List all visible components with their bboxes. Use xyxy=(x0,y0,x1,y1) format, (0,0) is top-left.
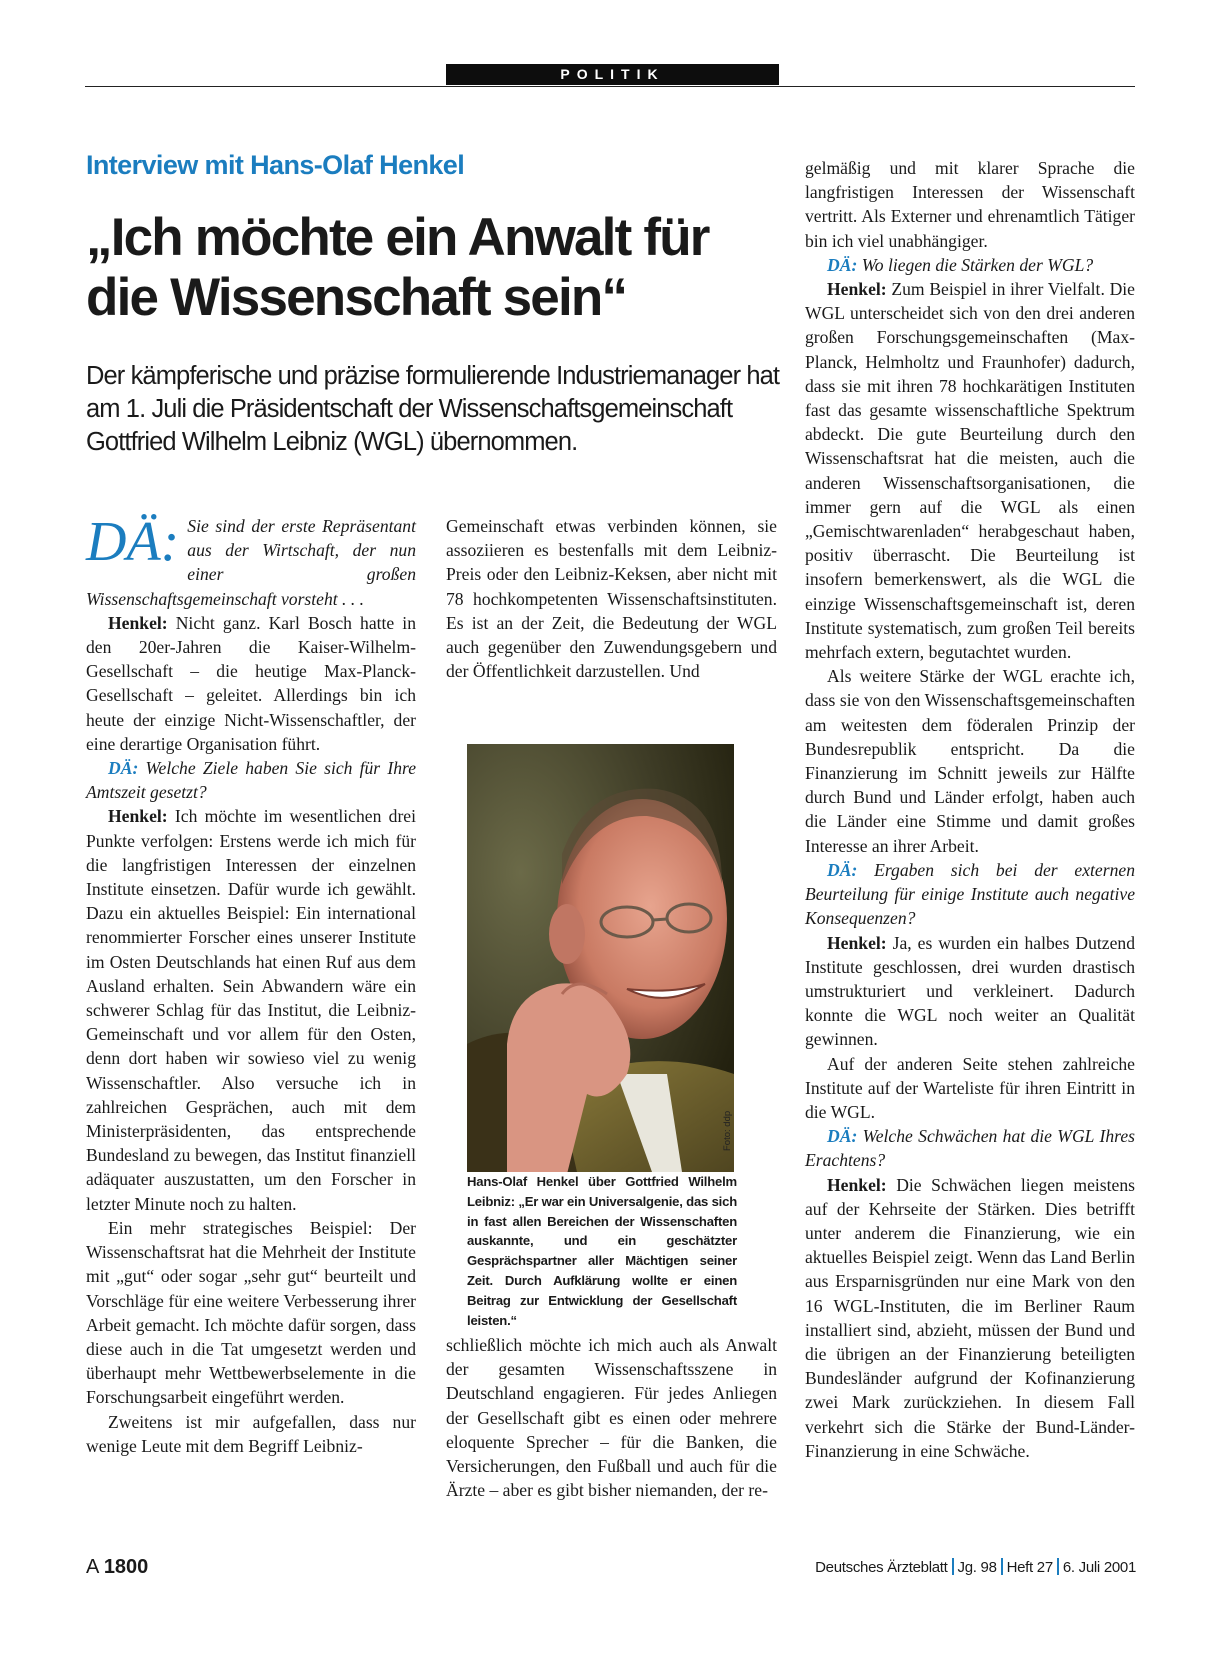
question-3: DÄ: Wo liegen die Stärken der WGL? xyxy=(827,254,1094,275)
article-column-2-top xyxy=(446,514,777,683)
journal-volume: Jg. 98 xyxy=(957,1559,997,1576)
portrait-photo xyxy=(467,744,734,1172)
paragraph: Zweitens ist mir aufgefallen, dass nur wenige Leute mit dem Begriff Leibniz- xyxy=(86,1411,416,1456)
paragraph: Als weitere Stärke der WGL erachte ich, dass sie von den Wissenschaftsgemeinschaften am weitesten dem föderalen Prinzip der Bundesrepublik entspricht. Da die Finanzierung im Schnitt jeweils zur Hälfte durch Bund und Länder erfolgt, haben auch die Länder eine Stimme und damit großes Interesse an ihrer Arbeit. xyxy=(805,666,1135,856)
journal-date: 6. Juli 2001 xyxy=(1062,1559,1136,1576)
question-1: DÄ: Sie sind der erste Repräsentant aus der Wirtschaft, der nun einer großen Wissenschaftsgemeinschaft vorsteht . . . xyxy=(86,511,416,609)
article-column-2-bottom xyxy=(446,1333,777,1502)
paragraph: Auf der anderen Seite stehen zahlreiche Institute auf der Warteliste für ihren Eintritt in die WGL. xyxy=(805,1053,1135,1122)
article-kicker: Interview mit Hans-Olaf Henkel xyxy=(86,150,465,180)
question-4: DÄ: Ergaben sich bei der externen Beurteilung für einige Institute auch negative Konsequenzen? xyxy=(805,859,1135,929)
answer-2: Henkel: Ich möchte im wesentlichen drei Punkte verfolgen: Erstens werde ich mich für die langfristigen Interessen der einzelnen Institute einsetzen. Dafür wurde ich gewählt. Dazu ein aktuelles Beispiel: Ein international renommierter Forscher eines unserer Institute im Osten Deutschlands hat einen Ruf aus dem Ausland erhalten. Sein Abwandern wäre ein schwerer Schlag für das Institut, die Leibniz-Gemeinschaft und vor allem für den Osten, denn dort haben wir sowieso viel zu wenig Wissenschaftler. Also versuche ich in zahlreichen Gesprächen, auch mit dem Ministerpräsidenten, das entsprechende Bundesland zu bewegen, das Institut finanziell adäquater auszustatten, um den Forscher in letzter Minute noch zu halten. xyxy=(86,806,416,1214)
paragraph: gelmäßig und mit klarer Sprache die langfristigen Interessen der Wissenschaft vertritt. Als Externer und ehrenamtlich Tätiger bin ich viel unabhängiger. xyxy=(805,158,1135,251)
page-number: A 1800 xyxy=(86,1556,149,1578)
answer-4: Henkel: Ja, es wurden ein halbes Dutzend Institute geschlossen, drei wurden drastisch umstrukturiert und verkleinert. Dadurch konnte die WGL noch weiter an Qualität gewinnen. xyxy=(805,932,1135,1050)
interviewer-dropcap: DÄ: xyxy=(86,511,180,573)
paragraph: Ein mehr strategisches Beispiel: Der Wissenschaftsrat hat die Mehrheit der Institute mit „gut“ oder sogar „sehr gut“ beurteilt und Vorschläge für eine weitere Verbesserung ihrer Arbeit gemacht. Ich möchte dafür sorgen, dass diese auch in die Tat umgesetzt werden und überhaupt mehr Wettbewerbselemente in die Forschungsarbeit eingeführt werden. xyxy=(86,1217,416,1408)
footer-separator xyxy=(1057,1558,1059,1575)
journal-footer xyxy=(815,1558,1136,1576)
section-label: POLITIK xyxy=(446,64,779,85)
question-5: DÄ: Welche Schwächen hat die WGL Ihres Erachtens? xyxy=(805,1126,1135,1171)
journal-name: Deutsches Ärzteblatt xyxy=(815,1559,948,1576)
article-headline: „Ich möchte ein Anwalt für die Wissenschaft sein“ xyxy=(86,208,709,327)
journal-issue: Heft 27 xyxy=(1006,1559,1053,1576)
photo-credit: Foto: ddp xyxy=(722,1110,733,1151)
header-rule xyxy=(85,86,1135,87)
article-dek: Der kämpferische und präzise formulierende Industriemanager hat am 1. Juli die Präsidentschaft der Wissenschaftsgemeinschaft Gottfried Wilhelm Leibniz (WGL) übernommen. xyxy=(86,362,780,456)
footer-separator xyxy=(1001,1558,1003,1575)
answer-5: Henkel: Die Schwächen liegen meistens auf der Kehrseite der Stärken. Dies betrifft unter anderem die Finanzierung, wie ein aktuelles Beispiel zeigt. Wenn das Land Berlin aus Ersparnisgründen nur eine Mark von den 16 WGL-Instituten, die im Berliner Raum installiert sind, abzieht, müssen der Bund und die übrigen an der Finanzierung beteiligten Bundesländer aufgrund der Kofinanzierung zwei Mark zurückziehen. In diesem Fall verkehrt sich die Stärke der Bund-Länder-Finanzierung in eine Schwäche. xyxy=(805,1174,1135,1461)
article-column-3 xyxy=(805,156,1135,1463)
paragraph: Gemeinschaft etwas verbinden können, sie assoziieren es bestenfalls mit dem Leibniz-Preis oder den Leibniz-Keksen, aber nicht mit 78 hochkompetenten Wissenschaftsinstituten. Es ist an der Zeit, die Bedeutung der WGL auch gegenüber den Zuwendungsgebern und der Öffentlichkeit darzustellen. Und xyxy=(446,516,777,682)
paragraph: schließlich möchte ich mich auch als Anwalt der gesamten Wissenschaftsszene in Deutschland engagieren. Für jedes Anliegen der Gesellschaft gibt es einen oder mehrere eloquente Sprecher – für die Banken, die Versicherungen, den Fußball und auch für die Ärzte – aber es gibt bisher niemanden, der re- xyxy=(446,1335,777,1501)
photo-caption: Hans-Olaf Henkel über Gottfried Wilhelm Leibniz: „Er war ein Universalgenie, das sich in fast allen Bereichen der Wissenschaften auskannte, und ein geschätzter Gesprächspartner aller Mächtigen seiner Zeit. Durch Aufklärung wollte er einen Beitrag zur Entwicklung der Gesellschaft leisten.“ xyxy=(467,1174,737,1328)
answer-1: Henkel: Nicht ganz. Karl Bosch hatte in den 20er-Jahren die Kaiser-Wilhelm-Gesellschaft – die heutige Max-Planck-Gesellschaft – geleitet. Allerdings bin ich heute der einzige Nicht-Wissenschaftler, der eine derartige Organisation führt. xyxy=(86,612,416,754)
answer-3: Henkel: Zum Beispiel in ihrer Vielfalt. Die WGL unterscheidet sich von den drei anderen großen Forschungsgemeinschaften (Max-Planck, Helmholtz und Fraunhofer) dadurch, dass sie mit ihren 78 hochkarätigen Instituten fast das gesamte wissenschaftliche Spektrum abdeckt. Die gute Beurteilung durch den Wissenschaftsrat hat die meisten, auch die anderen Wissenschaftsorganisationen, die immer gern auf die WGL als einen „Gemischtwarenladen“ herabgeschaut haben, positiv überrascht. Die Beurteilung ist insofern bemerkenswert, als die WGL die einzige Wissenschaftsgemeinschaft ist, deren Institute systematisch, zum großen Teil bereits mehrfach extern, begutachtet wurden. xyxy=(805,279,1135,663)
question-2: DÄ: Welche Ziele haben Sie sich für Ihre Amtszeit gesetzt? xyxy=(86,758,416,803)
footer-separator xyxy=(952,1558,954,1575)
article-column-1 xyxy=(86,511,416,1458)
